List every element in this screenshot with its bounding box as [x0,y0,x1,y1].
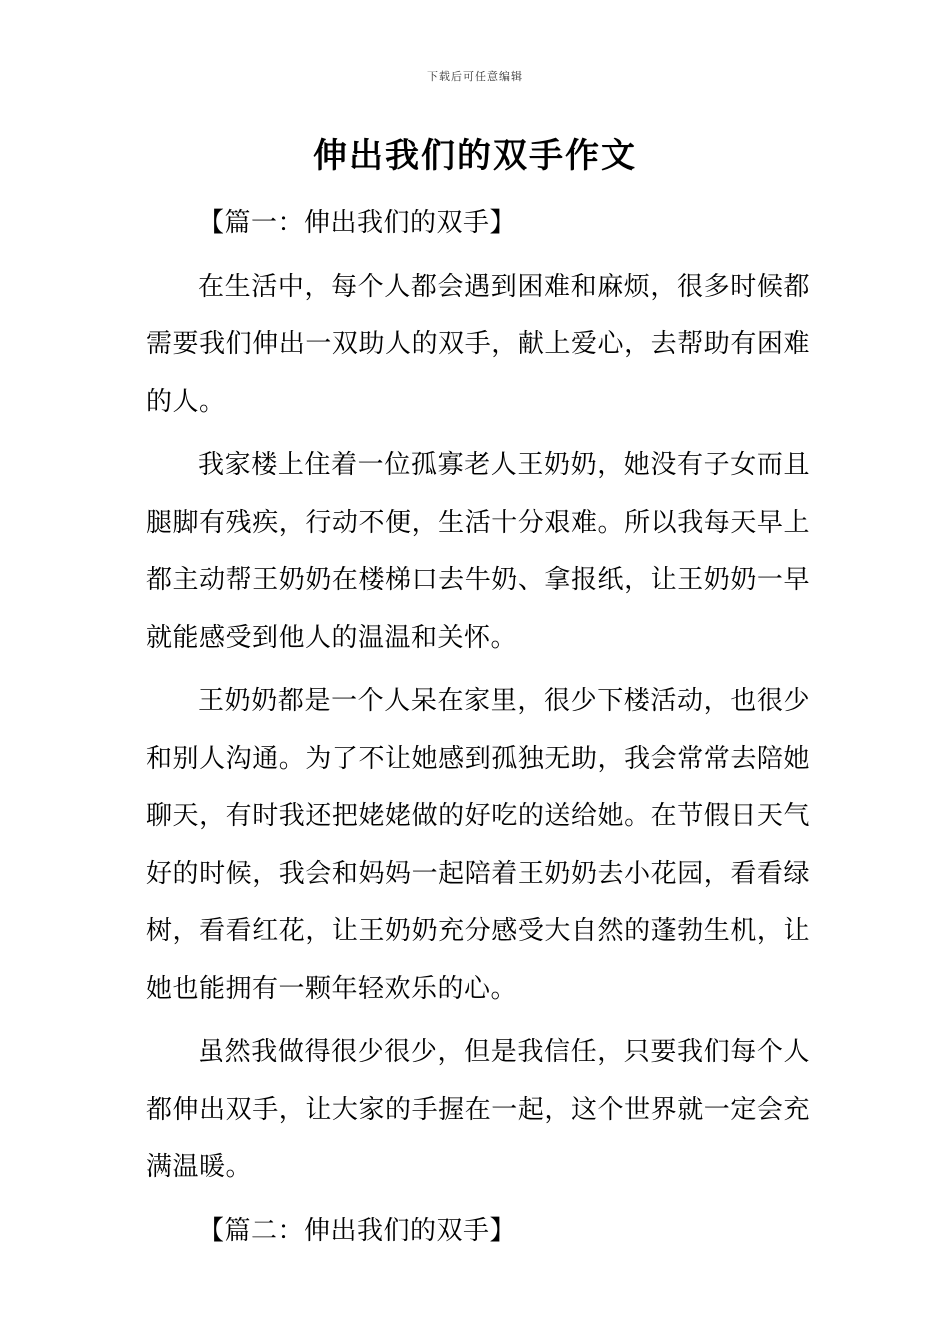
header-note: 下载后可任意编辑 [427,70,523,83]
document-title: 伸出我们的双手作文 [313,136,637,176]
paragraph: 虽然我做得很少很少，但是我信任，只要我们每个人都伸出双手，让大家的手握在一起，这个世界就一定会充满温暖。 [146,1037,810,1182]
paragraph: 在生活中，每个人都会遇到困难和麻烦，很多时候都需要我们伸出一双助人的双手，献上爱心，去帮助有困难的人。 [146,271,810,417]
section-heading: 【篇二：伸出我们的双手】 [198,1215,517,1246]
paragraph: 王奶奶都是一个人呆在家里，很少下楼活动，也很少和别人沟通。为了不让她感到孤独无助，我会常常去陪她聊天，有时我还把姥姥做的好吃的送给她。在节假日天气好的时候，我会和妈妈一起陪着王奶奶去小花园，看看绿树，看看红花，让王奶奶充分感受大自然的蓬勃生机，让她也能拥有一颗年轻欢乐的心。 [146,686,810,1004]
paragraph: 我家楼上住着一位孤寡老人王奶奶，她没有子女而且腿脚有残疾，行动不便，生活十分艰难。所以我每天早上都主动帮王奶奶在楼梯口去牛奶、拿报纸，让王奶奶一早就能感受到他人的温温和关怀。 [146,450,810,653]
section-heading: 【篇一：伸出我们的双手】 [198,208,517,238]
document-body [146,195,810,1260]
